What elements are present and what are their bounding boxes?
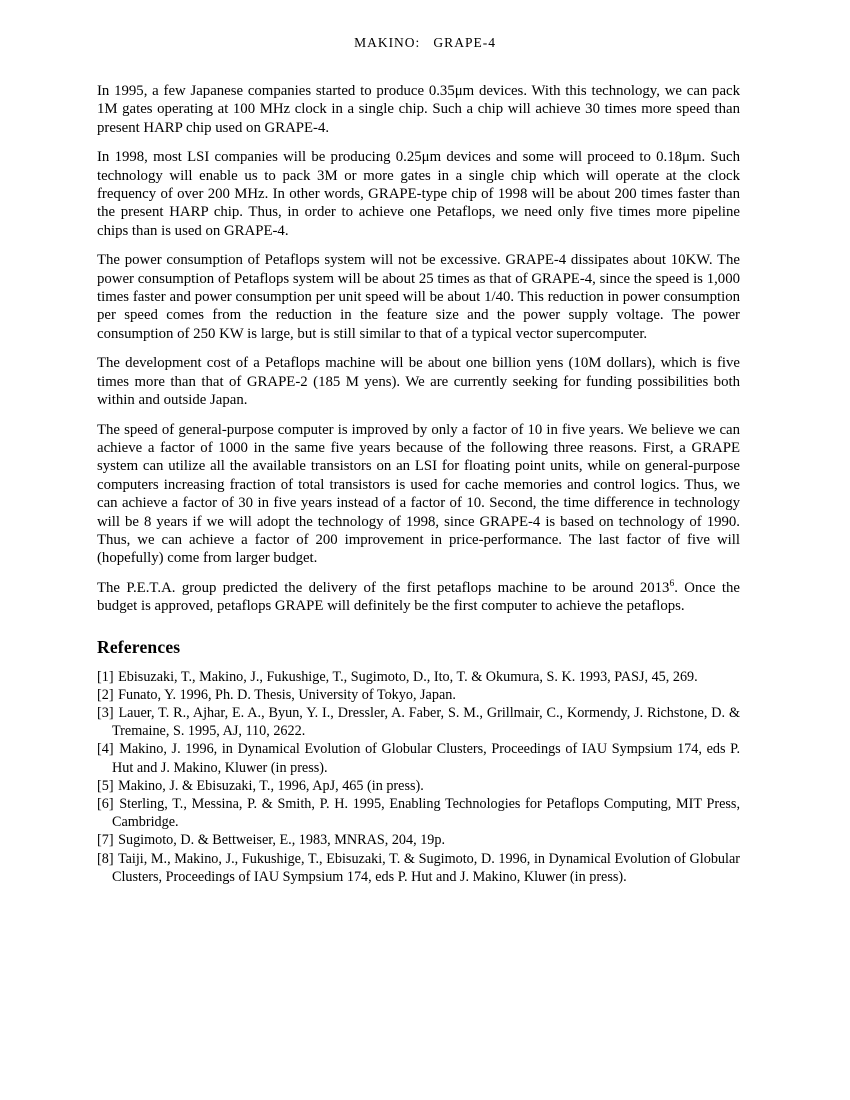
paragraph-4: The development cost of a Petaflops machine will be about one billion yens (10M dollars), which is five times more than that of GRAPE-2 (185 M yens). We are currently seeking for funding possibilities both within and outside Japan. [97, 355, 740, 409]
reference-item-6 [97, 795, 740, 831]
reference-text: Taiji, M., Makino, J., Fukushige, T., Ebisuzaki, T. & Sugimoto, D. 1996, in Dynamical Evolution of Globular Clusters, Proceedings of IAU Sympsium 174, eds P. Hut and J. Makino, Kluwer (in press). [112, 850, 740, 885]
reference-item-3 [97, 704, 740, 740]
footnote-marker: 6 [669, 578, 675, 589]
reference-text: Ebisuzaki, T., Makino, J., Fukushige, T., Sugimoto, D., Ito, T. & Okumura, S. K. 1993, PASJ, 45, 269. [118, 668, 698, 685]
reference-item-4 [97, 740, 740, 776]
paragraph-5: The speed of general-purpose computer is improved by only a factor of 10 in five years. We believe we can achieve a factor of 1000 in the same five years because of the following three reasons. First, a GRAPE system can utilize all the available transistors on an LSI for floating point units, while on general-purpose computers increasing fraction of total transistors is used for cache memories and control logics. Thus, we can achieve a factor of 30 in five years instead of a factor of 10. Second, the time difference in technology will be 8 years if we will adopt the technology of 1998, since GRAPE-4 is based on technology of 1990. Thus, we can achieve a factor of 200 improvement in price-performance. The last factor of five will (hopefully) come from larger budget. [97, 421, 740, 567]
page-content [97, 82, 740, 886]
reference-text: Makino, J. 1996, in Dynamical Evolution of Globular Clusters, Proceedings of IAU Sympsium 174, eds P. Hut and J. Makino, Kluwer (in press). [112, 741, 741, 776]
paragraph-6-text: The P.E.T.A. group predicted the delivery of the first petaflops machine to be around 2013 [97, 579, 670, 596]
reference-text: Makino, J. & Ebisuzaki, T., 1996, ApJ, 465 (in press). [118, 777, 424, 794]
reference-label: [2] [97, 686, 114, 703]
references-heading: References [97, 636, 181, 657]
running-head: MAKINO: GRAPE-4 [354, 35, 496, 50]
reference-text: Lauer, T. R., Ajhar, E. A., Byun, Y. I., Dressler, A. Faber, S. M., Grillmair, C., Kormendy, J. Richstone, D. & Tremaine, S. 1995, AJ, 110, 2622. [112, 704, 740, 740]
paragraph-6 [97, 579, 740, 616]
reference-label: [4] [97, 741, 114, 758]
reference-item-8 [97, 850, 740, 886]
reference-label: [7] [97, 832, 114, 849]
reference-label: [1] [97, 668, 114, 685]
paragraph-6-continued: . Once the budget is approved, petaflops GRAPE will definitely be the first computer to achieve the petaflops. [97, 579, 740, 615]
reference-item-5 [97, 777, 740, 795]
paragraph-2: In 1998, most LSI companies will be producing 0.25μm devices and some will proceed to 0.18μm. Such technology will enable us to pack 3M or more gates in a single chip which will operate at the clock frequency of over 200 MHz. In other words, GRAPE-type chip of 1998 will be about 200 times faster than the present HARP chip. Thus, in order to achieve one Petaflops, we need only five times more pipeline chips than is used on GRAPE-4. [97, 149, 740, 239]
reference-item-7 [97, 831, 740, 849]
paragraph-1: In 1995, a few Japanese companies started to produce 0.35μm devices. With this technology, we can pack 1M gates operating at 100 MHz clock in a single chip. Such a chip will achieve 30 times more speed than present HARP chip used on GRAPE-4. [97, 83, 740, 136]
reference-label: [8] [97, 850, 114, 867]
reference-item-1 [97, 668, 740, 686]
paragraph-3: The power consumption of Petaflops system will not be excessive. GRAPE-4 dissipates about 10KW. The power consumption of Petaflops system will be about 25 times as that of GRAPE-4, since the speed is 1,000 times faster and power consumption per unit speed will be about 1/40. This reduction in power consumption per speed comes from the reduction in the feature size and the power supply voltage. The power consumption of 250 KW is large, but is still similar to that of a typical vector supercomputer. [97, 252, 740, 342]
reference-label: [5] [97, 777, 114, 794]
reference-label: [6] [97, 795, 114, 812]
reference-item-2 [97, 686, 740, 704]
references-list [97, 668, 740, 886]
reference-text: Sterling, T., Messina, P. & Smith, P. H. 1995, Enabling Technologies for Petaflops Computing, MIT Press, Cambridge. [112, 795, 740, 831]
reference-text: Funato, Y. 1996, Ph. D. Thesis, University of Tokyo, Japan. [118, 686, 456, 703]
reference-text: Sugimoto, D. & Bettweiser, E., 1983, MNRAS, 204, 19p. [118, 832, 446, 849]
reference-label: [3] [97, 704, 114, 721]
